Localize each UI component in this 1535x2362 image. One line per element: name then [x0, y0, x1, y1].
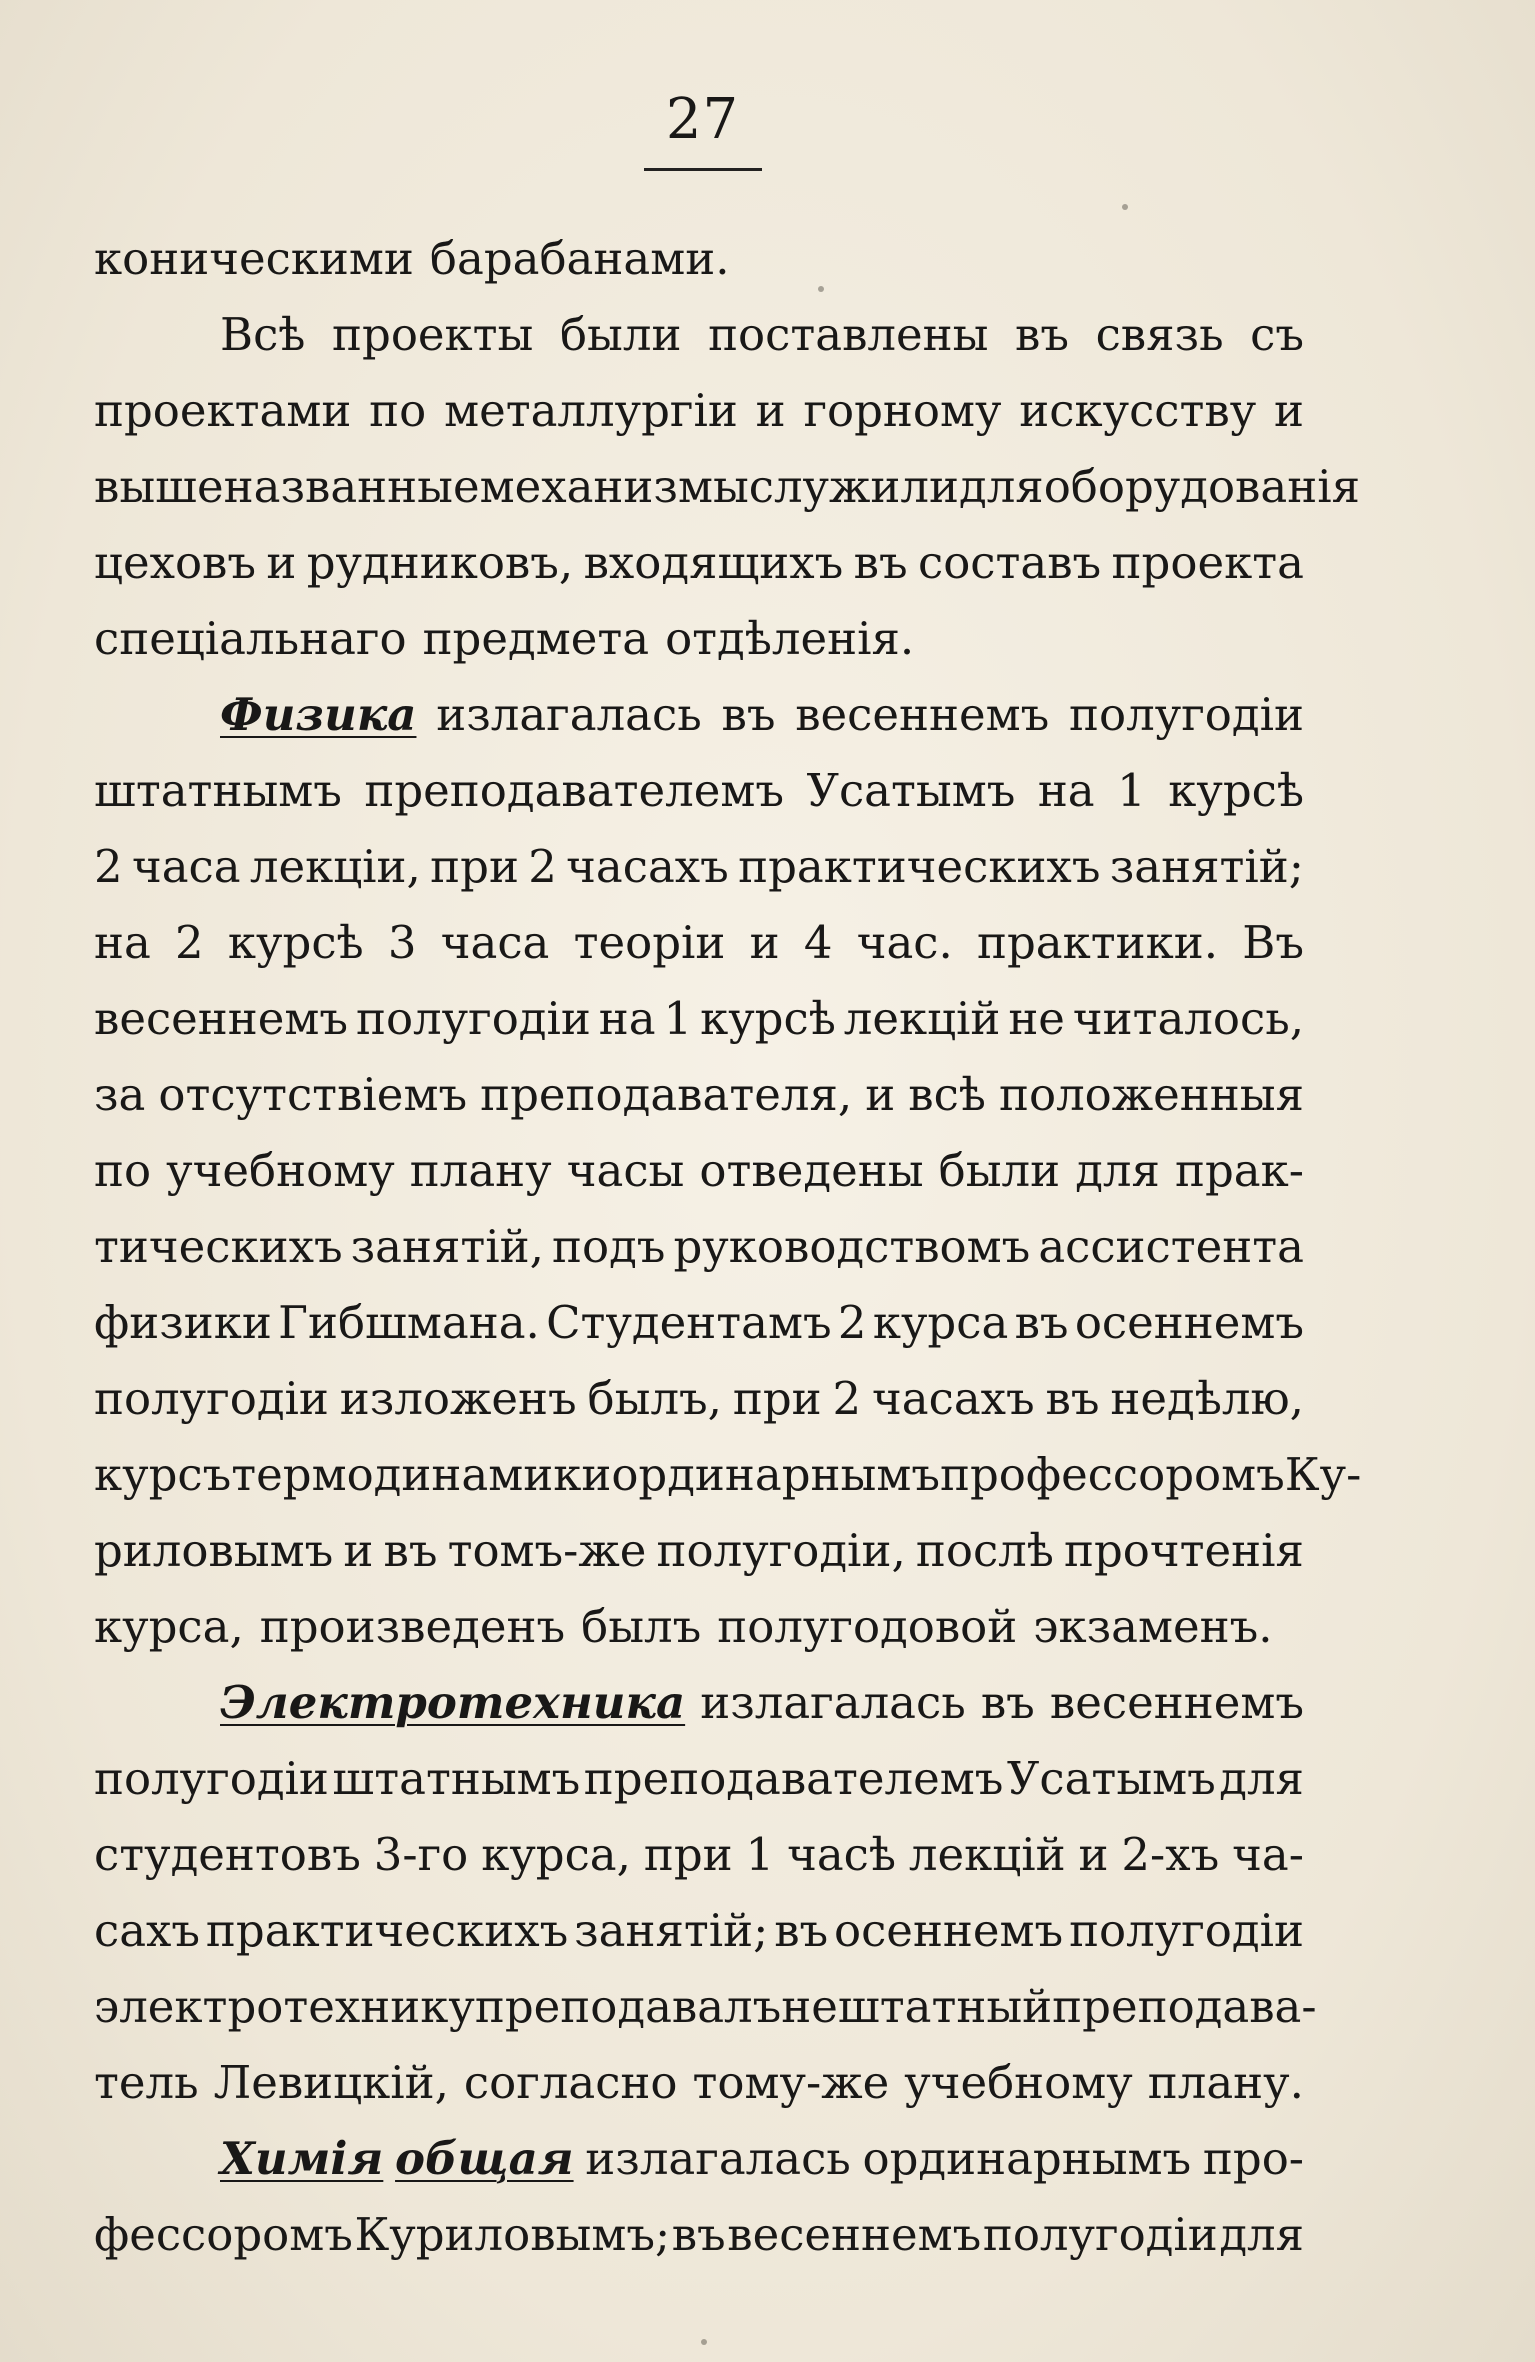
text-line	[94, 1439, 1362, 1511]
word: теоріи	[573, 916, 726, 969]
paper-speck	[701, 2339, 707, 2345]
word: 4	[803, 916, 833, 969]
word: курсѣ	[1168, 764, 1304, 817]
text-line	[94, 983, 1304, 1055]
text-line	[94, 1971, 1317, 2043]
text-line	[94, 1135, 1304, 1207]
text-line	[94, 1895, 1304, 1967]
word: прак-	[1174, 1144, 1304, 1197]
word: полугодіи	[94, 1372, 329, 1425]
word: по	[94, 1144, 152, 1197]
word: спеціальнаго	[94, 612, 407, 665]
word: Ку-	[1284, 1448, 1362, 1501]
word: при	[643, 1828, 733, 1881]
word: термодинамики	[231, 1448, 612, 1501]
word: лекціи,	[249, 840, 421, 893]
word: про-	[1202, 2132, 1304, 2185]
word: за	[94, 1068, 146, 1121]
word: плану.	[1147, 2056, 1304, 2109]
word: полугодіи	[1069, 1904, 1304, 1957]
word: штатнымъ	[94, 764, 342, 817]
word: часѣ	[787, 1828, 897, 1881]
word: не	[1008, 992, 1065, 1045]
word: часа	[131, 840, 241, 893]
word: часы	[566, 1144, 685, 1197]
word: занятій;	[574, 1904, 769, 1957]
text-line	[220, 2123, 1304, 2195]
word: излагалась	[700, 1676, 966, 1729]
word: занятій,	[350, 1220, 544, 1273]
word: лекцій	[843, 992, 1001, 1045]
word: штатнымъ	[332, 1752, 581, 1805]
word: лекцій	[908, 1828, 1066, 1881]
word: 2-хъ	[1121, 1828, 1220, 1881]
word: горному	[803, 384, 1002, 437]
text-line	[94, 1211, 1304, 1283]
word: подъ	[552, 1220, 666, 1273]
word: весеннемъ	[1049, 1676, 1304, 1729]
text-line	[94, 1743, 1304, 1815]
section-term-khimiya-obshchaya: общая	[395, 2132, 574, 2185]
word: въ	[1015, 308, 1069, 361]
word: металлургіи	[444, 384, 738, 437]
word: 3-го	[373, 1828, 469, 1881]
word: тому-же	[692, 2056, 890, 2109]
text-line	[220, 299, 1304, 371]
word: курса,	[94, 1600, 244, 1653]
word: цеховъ	[94, 536, 257, 589]
word: электротехнику	[94, 1980, 475, 2033]
word: Левицкій,	[213, 2056, 449, 2109]
word: весеннемъ	[795, 688, 1050, 741]
word: въ	[671, 2208, 726, 2261]
word: час.	[856, 916, 953, 969]
text-line	[94, 831, 1304, 903]
word: и	[266, 536, 297, 589]
text-line	[94, 1591, 1304, 1663]
word: полугодіи	[355, 992, 591, 1045]
word: на	[598, 992, 656, 1045]
word: преподава-	[1052, 1980, 1317, 2033]
word: курсѣ	[700, 992, 836, 1045]
word: отдѣленія.	[665, 612, 915, 665]
word: преподавателемъ	[364, 764, 784, 817]
word: 2	[528, 840, 557, 893]
word: преподавалъ	[474, 1980, 782, 2033]
word: ординарнымъ	[862, 2132, 1192, 2185]
word: руководствомъ	[673, 1220, 1031, 1273]
word: 2	[837, 1296, 867, 1349]
page-number-rule	[644, 168, 762, 171]
word: изложенъ	[339, 1372, 577, 1425]
word: составъ	[918, 536, 1102, 589]
word: Всѣ	[220, 308, 306, 361]
word: проекта	[1111, 536, 1304, 589]
word: барабанами.	[429, 232, 730, 285]
word: и	[1078, 1828, 1109, 1881]
word: преподавателя,	[480, 1068, 853, 1121]
text-line	[220, 679, 1304, 751]
word: Гибшмана.	[278, 1296, 540, 1349]
word: и	[865, 1068, 896, 1121]
word: оборудованія	[1043, 460, 1360, 513]
section-term-khimiya-obshchaya: Химія	[220, 2132, 384, 2185]
word: полугодовой	[717, 1600, 1018, 1653]
word: предмета	[422, 612, 650, 665]
word: произведенъ	[259, 1600, 566, 1653]
text-line	[94, 2047, 1304, 2119]
word: въ	[721, 688, 776, 741]
word: былъ,	[587, 1372, 722, 1425]
word: курсѣ	[227, 916, 364, 969]
word: вышеназванные	[94, 460, 480, 513]
word: тическихъ	[94, 1220, 343, 1273]
section-term-fizika: Физика	[220, 688, 417, 741]
word: часа	[440, 916, 550, 969]
word: курса,	[481, 1828, 631, 1881]
word: практическихъ	[738, 840, 1101, 893]
word: полугодіи	[94, 1752, 329, 1805]
word: плану	[409, 1144, 552, 1197]
word: осеннемъ	[1074, 1296, 1304, 1349]
word: проектами	[94, 384, 352, 437]
word: въ	[853, 536, 908, 589]
word: входящихъ	[583, 536, 844, 589]
word: проекты	[332, 308, 534, 361]
word: излагалась	[585, 2132, 851, 2185]
word: Усатымъ	[806, 764, 1016, 817]
section-term-elektrotekhnika: Электротехника	[220, 1676, 686, 1729]
word: 2	[94, 840, 123, 893]
word: ча-	[1232, 1828, 1304, 1881]
text-line	[94, 223, 1304, 295]
word: въ	[980, 1676, 1035, 1729]
word: послѣ	[915, 1524, 1054, 1577]
word: учебному	[904, 2056, 1133, 2109]
word: и	[755, 384, 786, 437]
word: служили	[748, 460, 959, 513]
word: полугодіи	[982, 2208, 1218, 2261]
word: были	[938, 1144, 1061, 1197]
word: профессоромъ	[939, 1448, 1285, 1501]
text-line	[94, 375, 1304, 447]
word: были	[559, 308, 682, 361]
word: отсутствіемъ	[158, 1068, 468, 1121]
word: тель	[94, 2056, 199, 2109]
word: учебному	[166, 1144, 395, 1197]
word: часахъ	[872, 1372, 1035, 1425]
page-number: 27	[665, 87, 740, 152]
word: 1	[663, 992, 693, 1045]
text-line	[94, 451, 1360, 523]
word: риловымъ	[94, 1524, 334, 1577]
text-line	[94, 907, 1304, 979]
word: осеннемъ	[834, 1904, 1064, 1957]
word: механизмы	[479, 460, 749, 513]
word: томъ-же	[447, 1524, 647, 1577]
word: въ	[383, 1524, 438, 1577]
word: по	[369, 384, 427, 437]
word: связь	[1095, 308, 1224, 361]
word: для	[959, 460, 1044, 513]
word: 3	[387, 916, 417, 969]
text-line	[94, 1059, 1304, 1131]
paper-speck	[1122, 204, 1128, 210]
word: въ	[774, 1904, 829, 1957]
word: и	[1274, 384, 1304, 437]
word: рудниковъ,	[306, 536, 574, 589]
word: курса	[872, 1296, 1009, 1349]
text-line	[94, 603, 1304, 675]
word: и	[343, 1524, 374, 1577]
word: 2	[832, 1372, 862, 1425]
text-line	[94, 2199, 1304, 2271]
word: былъ	[581, 1600, 702, 1653]
word: читалось,	[1072, 992, 1304, 1045]
word: занятій;	[1109, 840, 1304, 893]
word: полугодіи	[1069, 688, 1304, 741]
word: искусству	[1019, 384, 1257, 437]
text-line	[94, 1287, 1304, 1359]
word: курсъ	[94, 1448, 232, 1501]
word: Куриловымъ;	[354, 2208, 671, 2261]
word: нештатный	[781, 1980, 1053, 2033]
word: для	[1075, 1144, 1160, 1197]
word: и	[749, 916, 780, 969]
paper-speck	[818, 286, 824, 292]
word: на	[1037, 764, 1095, 817]
word: практическихъ	[205, 1904, 569, 1957]
word: весеннемъ	[727, 2208, 982, 2261]
word: практики.	[977, 916, 1219, 969]
word: всѣ	[908, 1068, 986, 1121]
word: ординарнымъ	[611, 1448, 940, 1501]
word: весеннемъ	[94, 992, 349, 1045]
word: поставлены	[708, 308, 989, 361]
word: полугодіи,	[656, 1524, 906, 1577]
word: для	[1219, 2208, 1304, 2261]
word: недѣлю,	[1110, 1372, 1304, 1425]
text-line	[220, 1667, 1304, 1739]
word: фессоромъ	[94, 2208, 353, 2261]
word: согласно	[463, 2056, 678, 2109]
text-line	[94, 1515, 1304, 1587]
word: Въ	[1242, 916, 1304, 969]
word: 1	[1117, 764, 1146, 817]
word: при	[430, 840, 519, 893]
word: положенныя	[998, 1068, 1304, 1121]
text-line	[94, 755, 1304, 827]
word: коническими	[94, 232, 414, 285]
word: ассистента	[1038, 1220, 1304, 1273]
word: съ	[1250, 308, 1304, 361]
word: прочтенія	[1063, 1524, 1304, 1577]
word: преподавателемъ	[583, 1752, 1004, 1805]
word: въ	[1045, 1372, 1100, 1425]
text-line	[94, 1363, 1304, 1435]
word: при	[732, 1372, 822, 1425]
word: часахъ	[566, 840, 729, 893]
word: Студентамъ	[546, 1296, 832, 1349]
word: Усатымъ	[1006, 1752, 1216, 1805]
word: излагалась	[436, 688, 702, 741]
word: сахъ	[94, 1904, 201, 1957]
word: студентовъ	[94, 1828, 361, 1881]
word: экзаменъ.	[1033, 1600, 1273, 1653]
word: на	[94, 916, 151, 969]
word: 1	[745, 1828, 775, 1881]
word: въ	[1014, 1296, 1069, 1349]
text-line	[94, 527, 1304, 599]
text-line	[94, 1819, 1304, 1891]
word: отведены	[699, 1144, 924, 1197]
word: для	[1219, 1752, 1304, 1805]
word: физики	[94, 1296, 272, 1349]
word: 2	[175, 916, 204, 969]
